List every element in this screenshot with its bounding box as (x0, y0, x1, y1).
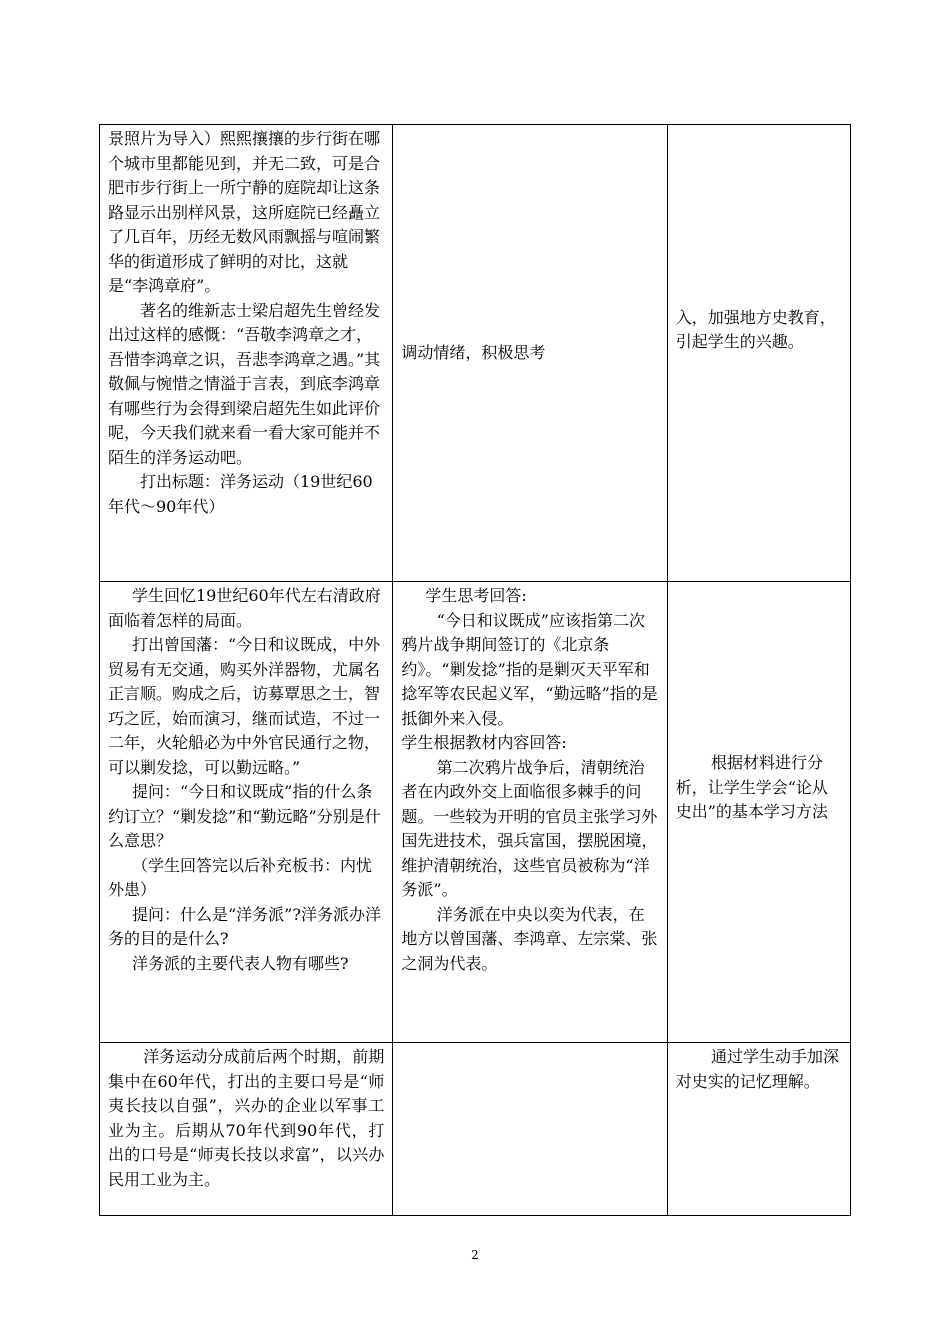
paragraph: （学生回答完以后补充板书：内忧外患） (108, 855, 373, 899)
page-number: 2 (471, 1248, 479, 1262)
paragraph: 打出曾国藩：“今日和议既成，中外贸易有无交通，购买外洋器物，尤属名正言顺。购成之后，访募覃思之士，智巧之匠，始而演习，继而试造，不过一二年，火轮船必为中外官民通行之物，可以剿发捻，可以勤远略。” (108, 635, 381, 777)
paragraph: “今日和议既成”应该指第二次鸦片战争期间签订的《北京条约》。“剿发捻”指的是剿灭天平军和捻军等农民起义军，“勤远略”指的是抵御外来入侵。 (401, 610, 658, 728)
table-row (100, 582, 851, 1043)
lesson-plan-table (99, 124, 851, 1216)
student-activity-cell (393, 1043, 667, 1216)
paragraph: 打出标题：洋务运动（19世纪60年代～90年代） (108, 472, 373, 516)
paragraph: 洋务派在中央以奕为代表，在地方以曾国藩、李鸿章、左宗棠、张之洞为代表。 (401, 904, 658, 973)
paragraph: 调动情绪，积极思考 (401, 342, 546, 362)
paragraph: 提问：什么是“洋务派”?洋务派办洋务的目的是什么? (108, 904, 381, 948)
design-intent-cell (667, 125, 850, 582)
paragraph: 学生根据教材内容回答: (401, 733, 567, 752)
student-activity-cell (393, 125, 667, 582)
design-intent-cell (667, 1043, 850, 1216)
teacher-activity-cell (100, 125, 393, 582)
teacher-activity-cell (100, 1043, 393, 1216)
paragraph: 根据材料进行分析，让学生学会“论从史出”的基本学习方法 (675, 753, 828, 822)
paragraph: 第二次鸦片战争后，清朝统治者在内政外交上面临很多棘手的问题。一些较为开明的官员主张学习外国先进技术，强兵富国，摆脱困境，维护清朝统治，这些官员被称为“洋务派”。 (401, 757, 658, 899)
paragraph: 提问：“今日和议既成”指的什么条约订立？“剿发捻”和“勤远略”分别是什么意思？ (108, 782, 381, 850)
table-row (100, 1043, 851, 1216)
paragraph: 入，加强地方史教育，引起学生的兴趣。 (675, 307, 836, 351)
table-row (100, 125, 851, 582)
paragraph: 通过学生动手加深对史实的记忆理解。 (675, 1047, 839, 1091)
paragraph: 景照片为导入）熙熙攘攘的步行街在哪个城市里都能见到，并无二致，可是合肥市步行街上一所宁静的庭院却让这条路显示出别样风景，这所庭院已经矗立了几百年，历经无数风雨飘摇与喧闹繁华的街道形成了鲜明的对比，这就是“李鸿章府”。 (108, 129, 381, 295)
student-activity-cell (393, 582, 667, 1043)
teacher-activity-cell (100, 582, 393, 1043)
paragraph: 学生回忆19世纪60年代左右清政府面临着怎样的局面。 (108, 586, 381, 630)
paragraph: 洋务派的主要代表人物有哪些? (132, 953, 349, 973)
paragraph: 著名的维新志士梁启超先生曾经发出过这样的感慨：“吾敬李鸿章之才，吾惜李鸿章之识，吾悲李鸿章之遇。”其敬佩与惋惜之情溢于言表，到底李鸿章有哪些行为会得到梁启超先生如此评价呢，今天我们就来看一看大家可能并不陌生的洋务运动吧。 (108, 300, 381, 467)
paragraph: 学生思考回答: (425, 586, 527, 605)
design-intent-cell (667, 582, 850, 1043)
paragraph: 洋务运动分成前后两个时期，前期集中在60年代，打出的主要口号是“师夷长技以自强”，兴办的企业以军事工业为主。后期从70年代到90年代，打出的口号是“师夷长技以求富”，以兴办民用工业为主。 (108, 1047, 385, 1189)
